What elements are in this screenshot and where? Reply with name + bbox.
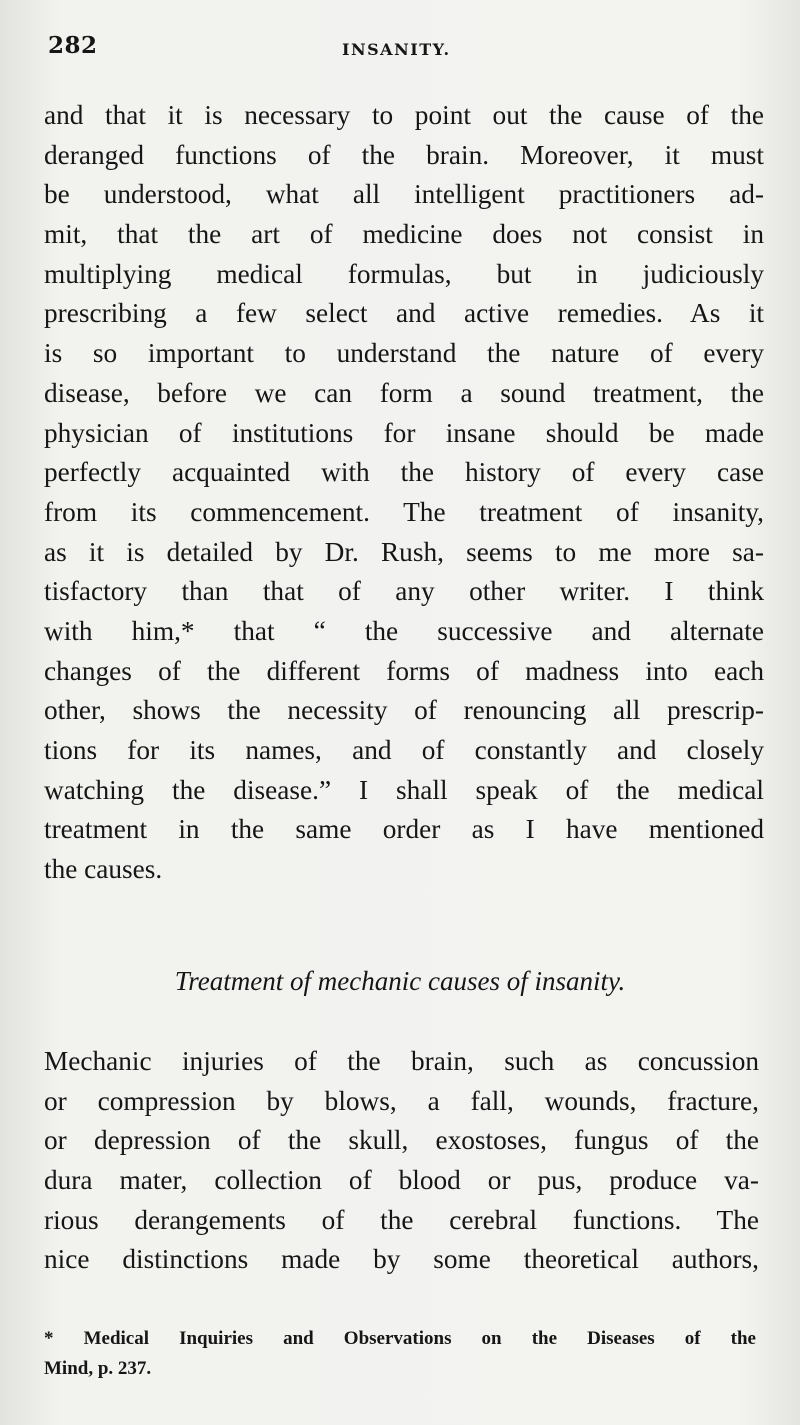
text-line: nice distinctions made by some theoretical authors, <box>44 1244 759 1275</box>
text-line: changes of the different forms of madness into each <box>44 655 764 686</box>
text-line: rious derangements of the cerebral functions. The <box>44 1204 759 1235</box>
text-line: deranged functions of the brain. Moreover, it must <box>44 139 764 170</box>
footnote-line: Mind, p. 237. <box>44 1358 152 1379</box>
text-line: be understood, what all intelligent practitioners ad- <box>44 179 764 210</box>
text-line: or compression by blows, a fall, wounds, fracture, <box>44 1085 759 1116</box>
footnote <box>44 1324 756 1384</box>
text-line: multiplying medical formulas, but in judiciously <box>44 258 764 289</box>
running-title: INSANITY. <box>342 40 451 59</box>
text-line: perfectly acquainted with the history of every case <box>44 457 764 488</box>
text-line: or depression of the skull, exostoses, fungus of the <box>44 1125 759 1156</box>
paragraph-1 <box>44 96 764 890</box>
section-heading: Treatment of mechanic causes of insanity. <box>174 966 626 996</box>
text-line: disease, before we can form a sound treatment, the <box>44 377 764 408</box>
text-line: Mechanic injuries of the brain, such as concussion <box>44 1046 759 1076</box>
text-line: the causes. <box>44 854 163 885</box>
page-number: 282 <box>48 32 98 59</box>
paragraph-2 <box>44 1042 759 1280</box>
text-line: as it is detailed by Dr. Rush, seems to me more sa- <box>44 536 764 567</box>
text-line: other, shows the necessity of renouncing all prescrip- <box>44 695 764 726</box>
text-line: treatment in the same order as I have mentioned <box>44 814 764 845</box>
footnote-line: * Medical Inquiries and Observations on the Diseases of the <box>44 1328 756 1349</box>
text-line: with him,* that “ the successive and alternate <box>44 615 764 646</box>
text-line: tisfactory than that of any other writer. I think <box>44 576 764 607</box>
text-line: tions for its names, and of constantly and closely <box>44 735 764 765</box>
text-line: physician of institutions for insane should be made <box>44 417 764 448</box>
text-line: mit, that the art of medicine does not consist in <box>44 219 764 250</box>
text-line: watching the disease.” I shall speak of the medical <box>44 774 764 805</box>
text-line: prescribing a few select and active remedies. As it <box>44 298 764 329</box>
text-line: from its commencement. The treatment of insanity, <box>44 496 764 527</box>
text-line: is so important to understand the nature of every <box>44 338 764 369</box>
text-line: dura mater, collection of blood or pus, produce va- <box>44 1165 759 1196</box>
text-line: and that it is necessary to point out the cause of the <box>44 100 764 130</box>
